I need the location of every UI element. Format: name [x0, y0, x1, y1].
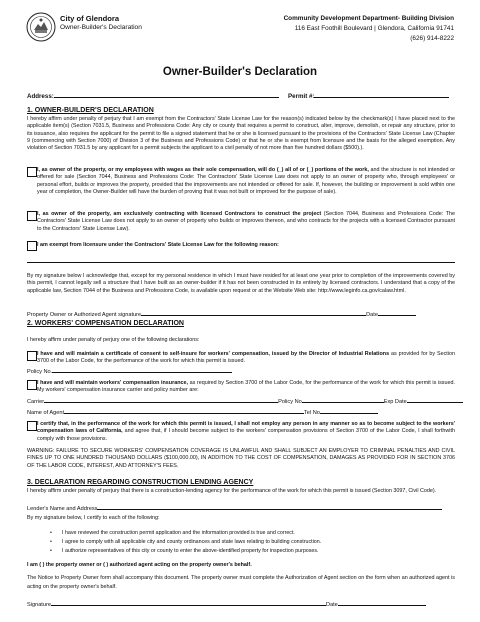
date-line[interactable]: [338, 599, 426, 606]
lender-row[interactable]: [27, 503, 442, 512]
address-field[interactable]: [27, 91, 279, 100]
permit-line[interactable]: [314, 91, 449, 98]
certification-item: • I have reviewed the construction permit application and the information provided is true and correct.: [50, 529, 455, 538]
wc-option2-bold: I have and will maintain workers' compensation insurance,: [37, 380, 188, 386]
tel-label: Tel No: [304, 410, 320, 416]
notice-statement: The Notice to Property Owner form shall accompany this document. The property owner must complete the Authorization of Agent section on the form when an authorized agent is acting on the property owner's behalf.: [27, 575, 455, 590]
option1-text: and the structure is not intended or offered for sale (Section 7044, Business and Professions Code: The Contractors' State License Law does not apply to an owner of property who, through employees' or personal effort, builds or improves the property, provided that the improvements are not intended or offered for sale. If, however, the building or improvement is sold within one year of completion, the Owner-Builder will have the burden of proving that it was not built or improved for the purpose of sale).: [37, 167, 455, 195]
owner-work-checkbox[interactable]: [27, 167, 37, 177]
policy-label: Policy No: [278, 399, 302, 405]
address-line[interactable]: [54, 91, 279, 98]
licensed-contractor-checkbox[interactable]: [27, 211, 37, 221]
certification-item: • I authorize representatives of this city or county to enter the above-identified property for inspection purposes.: [50, 547, 455, 556]
no-employees-checkbox[interactable]: [27, 421, 37, 431]
agent-label: Name of Agent: [27, 410, 65, 416]
section3-certify: By my signature below, I certify to each of the following:: [27, 515, 160, 521]
wc-option1-text: as provided for by Section 3700 of the Labor Code, for the performance of the work for which this permit is issued.: [37, 351, 456, 365]
section2-option1: [37, 351, 455, 366]
wc-option3-text: and agree that, if I should become subject to the workers' compensation provisions of Section 3700 of the Labor Code, I shall forthwith comply with those provisions.: [37, 428, 455, 442]
exempt-checkbox[interactable]: [27, 241, 37, 251]
owner-agent-statement: I am ( ) the property owner or ( ) authorized agent acting on the property owner's behalf.: [27, 562, 252, 568]
wc-warning: [27, 448, 455, 470]
city-name: City of Glendora: [60, 14, 120, 23]
city-seal-logo: [26, 12, 56, 42]
lender-label: Lender's Name and Address: [27, 506, 98, 512]
section1-option3: [37, 242, 455, 249]
owner-signature-line[interactable]: [141, 309, 366, 316]
owner-date-label: Date: [366, 312, 378, 318]
wc-option3-bold: I certify that, in the performance of the work for which this permit is issued, I shall not employ any person in any manner so as to become subject to the workers' compensation laws of California,: [37, 421, 455, 435]
section2-intro: I hereby affirm under penalty of perjury one of the following declarations:: [27, 337, 200, 343]
signature-label: Signature: [27, 602, 51, 608]
signature-line[interactable]: [51, 599, 326, 606]
section1-option1: [37, 167, 455, 196]
policy-no-label: Policy No.: [27, 369, 53, 375]
certification-list: [50, 529, 455, 556]
section1-option2: [37, 211, 455, 233]
department-name: Community Development Department- Building Division: [283, 15, 454, 22]
carrier-row[interactable]: [27, 396, 463, 405]
policy-no-line[interactable]: [52, 366, 232, 373]
certification-item: • I agree to comply with all applicable city and county ordinances and state laws relating to building construction.: [50, 538, 455, 547]
option2-bold: I, as owner of the property, am exclusively contracting with licensed Contractors to construct the project: [37, 211, 322, 217]
policy-line[interactable]: [302, 396, 384, 403]
option3-bold: I am exempt from licensure under the Contractors' State License Law for the following reason:: [37, 242, 279, 248]
section3-heading: 3. DECLARATION REGARDING CONSTRUCTION LENDING AGENCY: [27, 479, 254, 486]
option2-text: (Section 7044, Business and Professions Code: The Contractors' State License Law does not apply to an owner of property who builds or improves thereon, and who contracts for the projects with a licensed Contractor pursuant to the Contractors' State License Law).: [37, 211, 456, 232]
wc-option1-bold: I have and will maintain a certificate of consent to self-insure for workers' compensation, issued by the Director of Industrial Relations: [37, 351, 390, 357]
date-label: Date: [325, 602, 338, 608]
section1-intro: I hereby affirm under penalty of perjury that I am exempt from the Contractors' State License Law for the reason(s) indicated below by the checkmark(s) I have placed next to the applicable item(s) (Section 7031.5, Business and Professions Code: Any city or county that requires a permit to construct, alter, improve, demolish, or repair any structure, prior to its issuance, also requires the applicant for the permit to file a signed statement that he or she is licensed pursuant to the provisions of the Contractors' State License Law (Chapter 9 (commencing with Section 7000) of Division 3 of the Business and Professions Code) or that he or she is exempt from licensure and the basis for the alleged exemption. Any violation of Section 7031.5 by any applicant for a permit subjects the applicant to a civil penalty of not more than five hundred dollars ($500).).: [27, 116, 455, 152]
owner-signature-label: Property Owner or Authorized Agent signature: [27, 312, 142, 318]
agent-row[interactable]: [27, 407, 378, 416]
carrier-label: Carrier: [27, 399, 45, 405]
exp-date-label: Exp Date: [383, 399, 407, 405]
section2-option3: [37, 421, 455, 443]
owner-date-line[interactable]: [378, 309, 416, 316]
wc-option2-text: as required by Section 3700 of the Labor Code, for the performance of the work for which this permit is issued. My workers' compensation insurance carrier and policy number are:: [37, 380, 455, 394]
section3-signature-row[interactable]: [27, 599, 426, 608]
wc-insurance-checkbox[interactable]: [27, 380, 37, 390]
self-insure-checkbox[interactable]: [27, 351, 37, 361]
section1-signature-row[interactable]: [27, 309, 416, 318]
agent-line[interactable]: [64, 407, 304, 414]
page-title: Owner-Builder's Declaration: [162, 66, 318, 78]
wc-warning-text: WARNING: FAILURE TO SECURE WORKERS' COMPENSATION COVERAGE IS UNLAWFUL AND SHALL SUBJECT AN EMPLOYER TO CRIMINAL PENALTIES AND CIVIL FINES UP TO ONE HUNDRED THOUSAND DOLLARS ($100,000.00), IN ADDITION TO THE COST OF COMPENSATION, DAMAGES AS PROVIDED FOR IN SECTION 3706 OF THE LABOR CODE, INTEREST, AND ATTORNEY'S FEES.: [27, 448, 455, 469]
permit-label: Permit #:: [288, 93, 315, 100]
section2-heading: 2. WORKERS' COMPENSATION DECLARATION: [27, 320, 184, 327]
address-label: Address:: [27, 93, 54, 100]
exempt-reason-line[interactable]: [27, 262, 455, 263]
form-subtitle: Owner-Builder's Declaration: [60, 24, 142, 31]
section2-option2: [37, 380, 455, 395]
permit-field[interactable]: [288, 91, 449, 100]
section1-acknowledgment: By my signature below I acknowledge that, except for my personal residence in which I must have resided for at least one year prior to completion of the improvements covered by this permit, I cannot legally sell a structure that I have built as an owner-builder if it has not been constructed in its entirety by licensed contractors. I understand that a copy of the applicable law, Section 7044 of the Business and Professions Code, is available upon request or at the Website Web site: http://www.leginfo.ca.gov/calaw.html.: [27, 273, 455, 294]
header: [26, 12, 454, 60]
department-phone: (626) 914-8222: [410, 35, 454, 42]
section1-heading: 1. OWNER-BUILDER'S DECLARATION: [27, 107, 154, 114]
lender-line[interactable]: [97, 503, 442, 510]
tel-line[interactable]: [320, 407, 378, 414]
department-address: 116 East Foothill Boulevard | Glendora, California 91741: [294, 25, 454, 32]
exp-date-line[interactable]: [407, 396, 463, 403]
department-block: [224, 14, 454, 44]
carrier-line[interactable]: [44, 396, 278, 403]
policy-no-row[interactable]: [27, 366, 232, 375]
section3-intro: I hereby affirm under penalty of perjury that there is a construction-lending agency for the performance of the work for which this permit is issued (Section 3097, Civil Code).: [27, 488, 437, 494]
option1-bold: I, as owner of the property, or my employees with wages as their sole compensation, will do (_) all of or (_) portions of the work,: [37, 167, 369, 173]
